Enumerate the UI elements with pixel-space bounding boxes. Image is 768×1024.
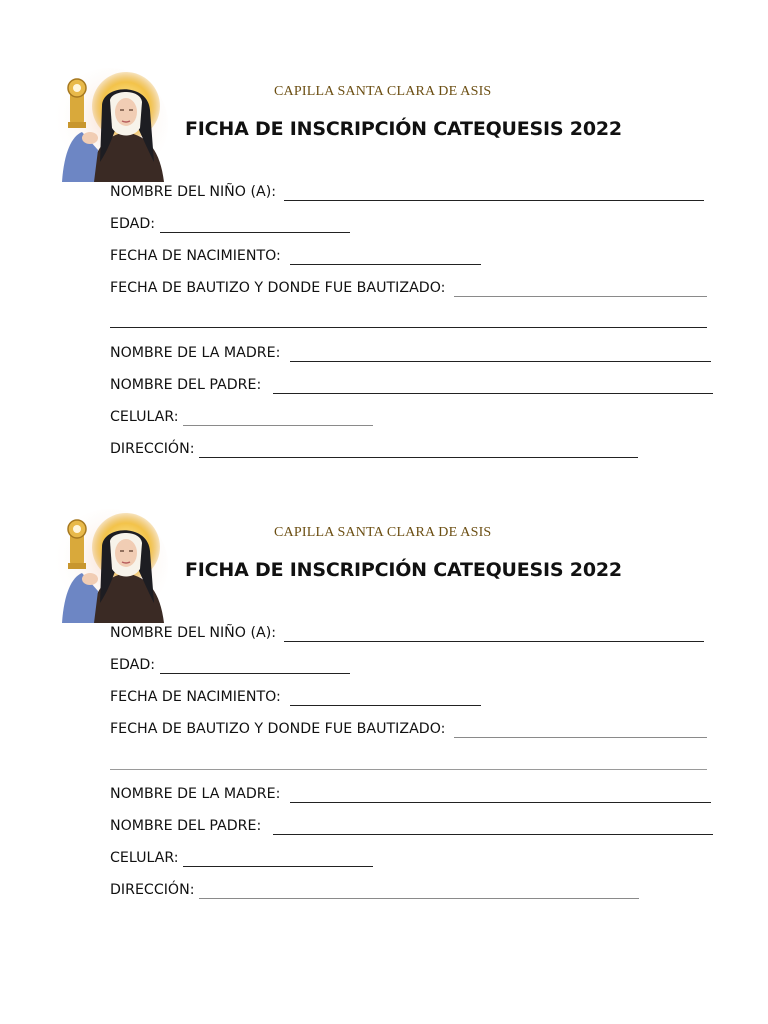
- child-name-line[interactable]: [284, 200, 704, 201]
- mother-field[interactable]: [110, 784, 715, 804]
- form-title: FICHA DE INSCRIPCIÓN CATEQUESIS 2022: [185, 559, 622, 581]
- age-line[interactable]: [160, 232, 350, 233]
- baptism-label: FECHA DE BAUTIZO Y DONDE FUE BAUTIZADO:: [110, 280, 446, 296]
- address-label: DIRECCIÓN:: [110, 882, 195, 898]
- baptism-field[interactable]: [110, 719, 710, 739]
- baptism-line-2[interactable]: [110, 327, 707, 328]
- registration-form-2: [0, 507, 768, 947]
- birth-date-label: FECHA DE NACIMIENTO:: [110, 248, 281, 264]
- mother-label: NOMBRE DE LA MADRE:: [110, 786, 281, 802]
- saint-clare-icon: [50, 66, 168, 182]
- phone-label: CELULAR:: [110, 850, 179, 866]
- baptism-line[interactable]: [454, 296, 707, 297]
- mother-label: NOMBRE DE LA MADRE:: [110, 345, 281, 361]
- form-title: FICHA DE INSCRIPCIÓN CATEQUESIS 2022: [185, 118, 622, 140]
- father-field[interactable]: [110, 816, 715, 836]
- birth-date-label: FECHA DE NACIMIENTO:: [110, 689, 281, 705]
- birth-date-field[interactable]: [110, 246, 490, 266]
- child-name-field[interactable]: [110, 182, 710, 202]
- saint-clare-icon: [50, 507, 168, 623]
- father-label: NOMBRE DEL PADRE:: [110, 377, 262, 393]
- age-label: EDAD:: [110, 216, 156, 232]
- mother-line[interactable]: [290, 802, 711, 803]
- phone-field[interactable]: [110, 407, 380, 427]
- child-name-field[interactable]: [110, 623, 710, 643]
- age-field[interactable]: [110, 655, 360, 675]
- father-field[interactable]: [110, 375, 715, 395]
- address-label: DIRECCIÓN:: [110, 441, 195, 457]
- father-line[interactable]: [273, 393, 713, 394]
- chapel-name: CAPILLA SANTA CLARA DE ASIS: [274, 84, 492, 99]
- mother-line[interactable]: [290, 361, 711, 362]
- baptism-line[interactable]: [454, 737, 707, 738]
- child-name-line[interactable]: [284, 641, 704, 642]
- mother-field[interactable]: [110, 343, 715, 363]
- address-line[interactable]: [199, 457, 638, 458]
- father-line[interactable]: [273, 834, 713, 835]
- age-line[interactable]: [160, 673, 350, 674]
- address-field[interactable]: [110, 880, 642, 900]
- birth-date-field[interactable]: [110, 687, 490, 707]
- chapel-name: CAPILLA SANTA CLARA DE ASIS: [274, 525, 492, 540]
- address-line[interactable]: [199, 898, 639, 899]
- child-name-label: NOMBRE DEL NIÑO (A):: [110, 625, 277, 641]
- age-field[interactable]: [110, 214, 360, 234]
- phone-field[interactable]: [110, 848, 380, 868]
- baptism-line-2[interactable]: [110, 769, 707, 770]
- birth-date-line[interactable]: [290, 264, 481, 265]
- baptism-field[interactable]: [110, 278, 710, 298]
- phone-label: CELULAR:: [110, 409, 179, 425]
- child-name-label: NOMBRE DEL NIÑO (A):: [110, 184, 277, 200]
- age-label: EDAD:: [110, 657, 156, 673]
- registration-form-1: [0, 66, 768, 506]
- birth-date-line[interactable]: [290, 705, 481, 706]
- phone-line[interactable]: [183, 866, 373, 867]
- address-field[interactable]: [110, 439, 640, 459]
- father-label: NOMBRE DEL PADRE:: [110, 818, 262, 834]
- baptism-label: FECHA DE BAUTIZO Y DONDE FUE BAUTIZADO:: [110, 721, 446, 737]
- phone-line[interactable]: [183, 425, 373, 426]
